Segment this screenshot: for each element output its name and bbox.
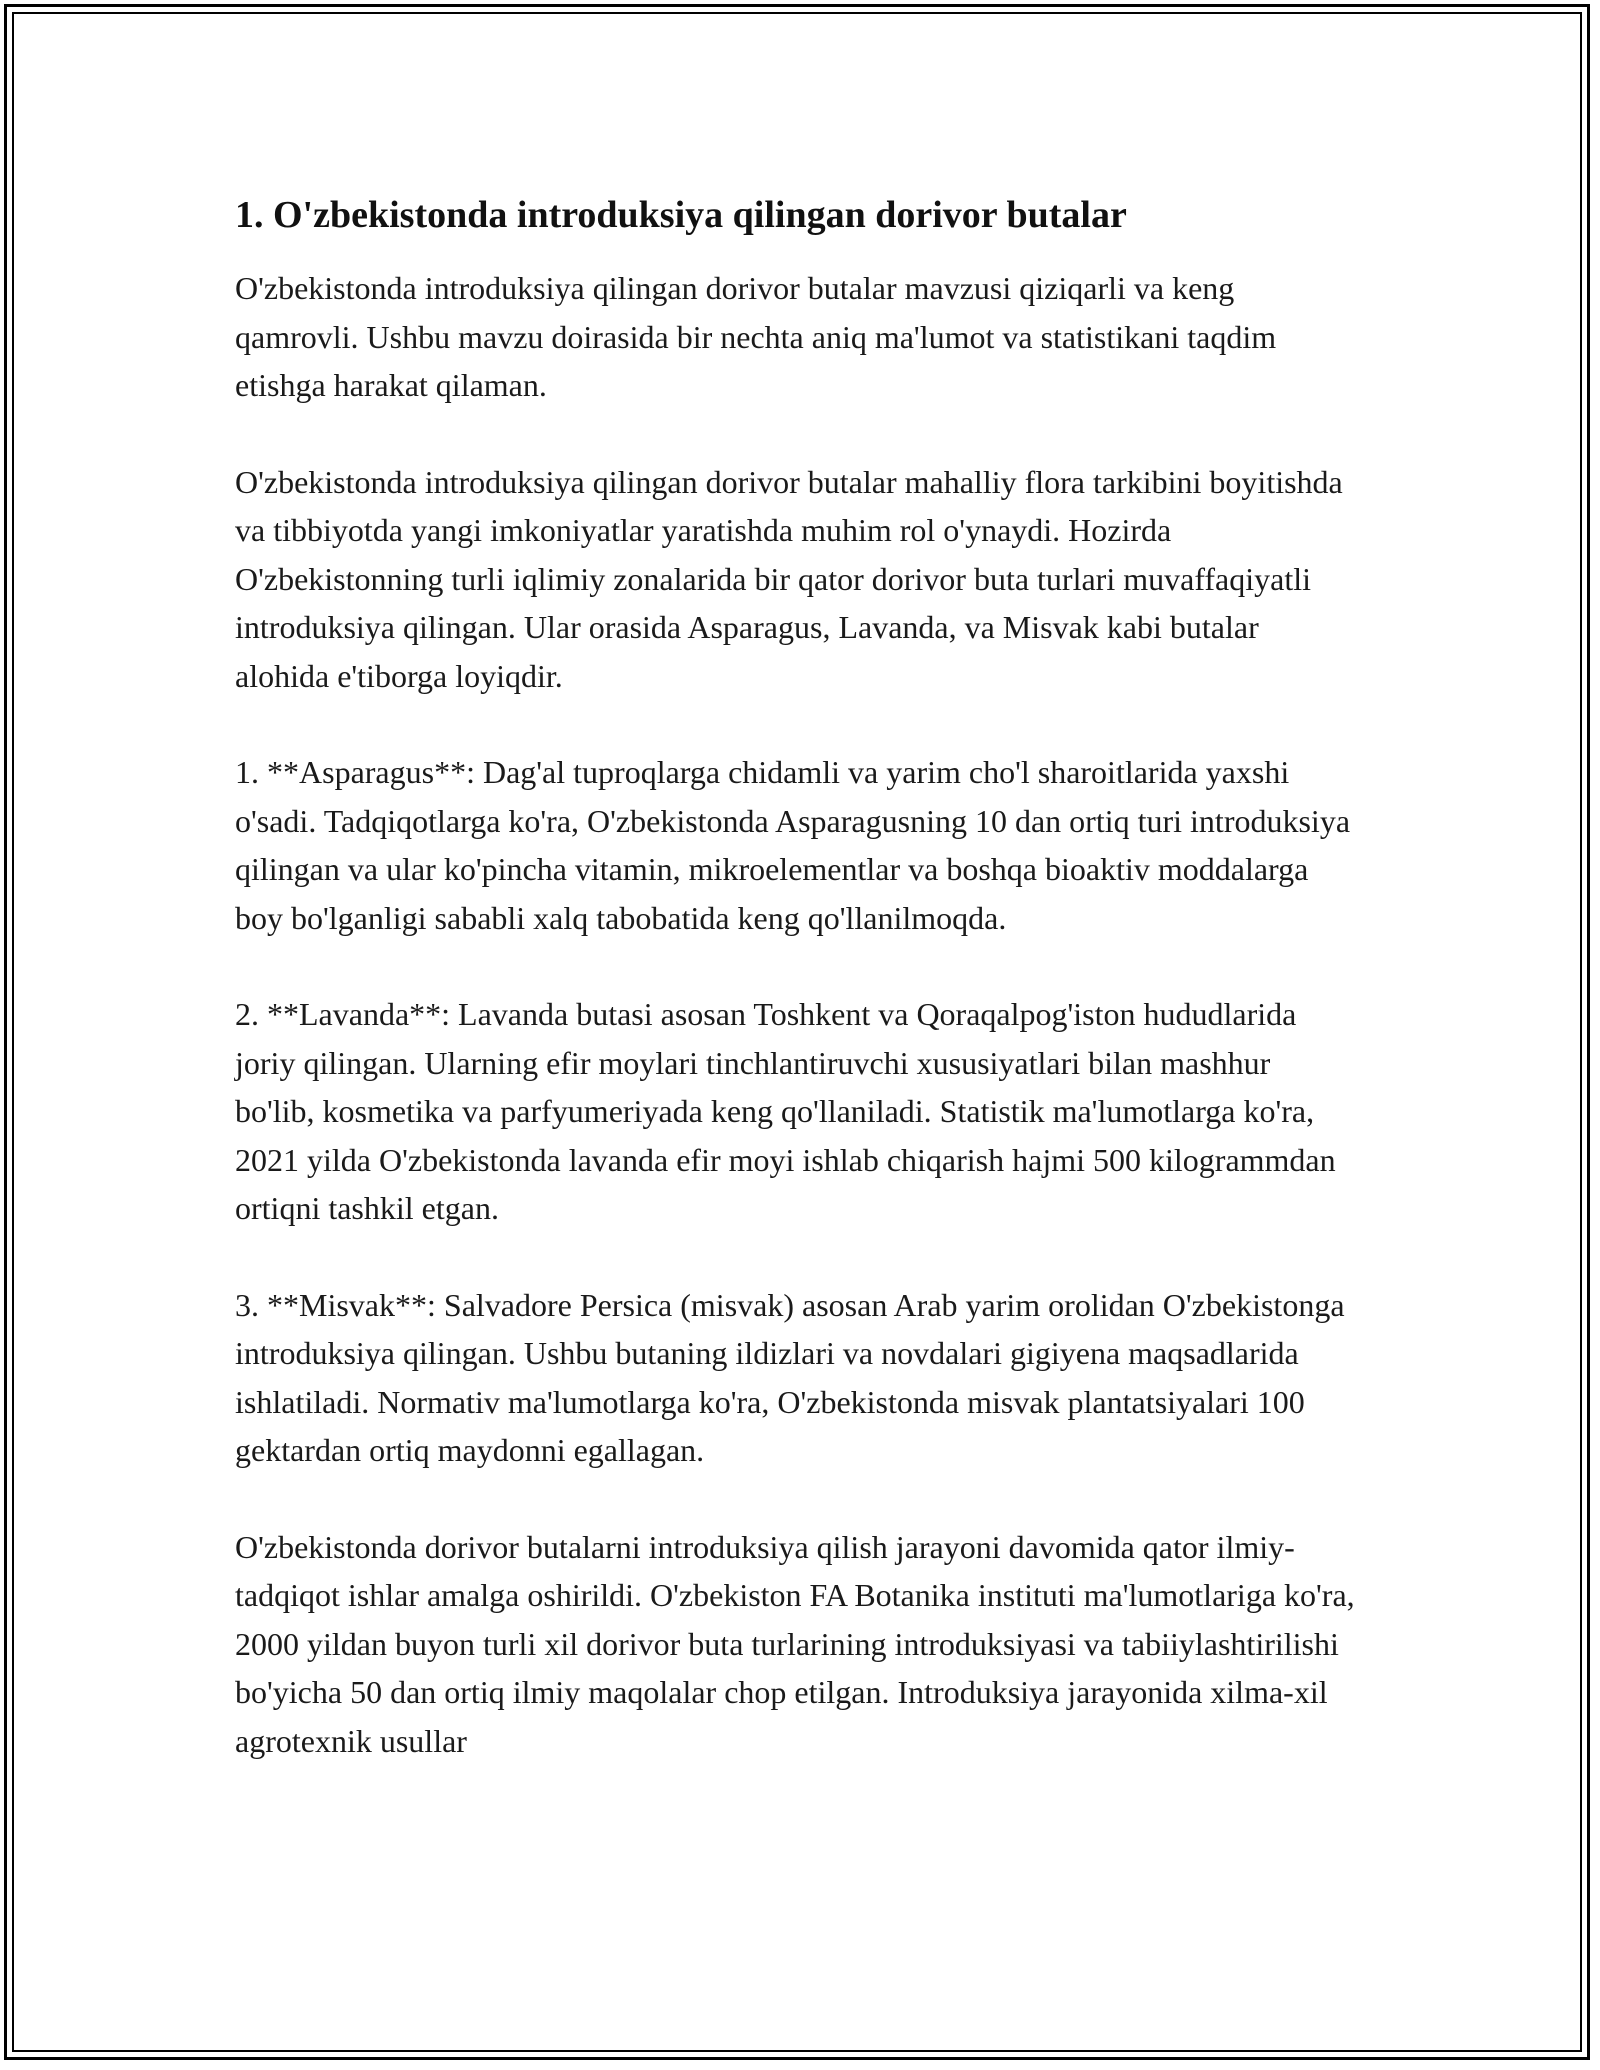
paragraph-overview: O'zbekistonda introduksiya qilingan dorivor butalar mahalliy flora tarkibini boyitishda va tibbiyotda yangi imkoniyatlar yaratishda muhim rol o'ynaydi. Hozirda O'zbekistonning turli iqlimiy zonalarida bir qator dorivor buta turlari muvaffaqiyatli introduksiya qilingan. Ular orasida Asparagus, Lavanda, va Misvak kabi butalar alohida e'tiborga loyiqdir. <box>235 463 1343 694</box>
paragraph-intro: O'zbekistonda introduksiya qilingan dorivor butalar mavzusi qiziqarli va keng qamrovli. Ushbu mavzu doirasida bir nechta aniq ma'lumot va statistikani taqdim etishga harakat qilaman. <box>235 270 1277 403</box>
document-body <box>235 188 1355 1813</box>
paragraph-lavanda: 2. **Lavanda**: Lavanda butasi asosan Toshkent va Qoraqalpog'iston hududlarida joriy qilingan. Ularning efir moylari tinchlantiruvchi xususiyatlari bilan mashhur bo'lib, kosmetika va parfyumeriyada keng qo'llaniladi. Statistik ma'lumotlarga ko'ra, 2021 yilda O'zbekistonda lavanda efir moyi ishlab chiqarish hajmi 500 kilogrammdan ortiqni tashkil etgan. <box>235 996 1336 1226</box>
section-heading: 1. O'zbekistonda introduksiya qilingan dorivor butalar <box>235 194 1127 236</box>
paragraph-asparagus: 1. **Asparagus**: Dag'al tuproqlarga chidamli va yarim cho'l sharoitlarida yaxshi o'sadi. Tadqiqotlarga ko'ra, O'zbekistonda Asparagusning 10 dan ortiq turi introduksiya qilingan va ular ko'pincha vitamin, mikroelementlar va boshqa bioaktiv moddalarga boy bo'lganligi sababli xalq tabobatida keng qo'llanilmoqda. <box>235 754 1351 936</box>
paragraph-misvak: 3. **Misvak**: Salvadore Persica (misvak) asosan Arab yarim orolidan O'zbekistonga introduksiya qilingan. Ushbu butaning ildizlari va novdalari gigiyena maqsadlarida ishlatiladi. Normativ ma'lumotlarga ko'ra, O'zbekistonda misvak plantatsiyalari 100 gektardan ortiq maydonni egallagan. <box>235 1286 1345 1468</box>
paragraph-research: O'zbekistonda dorivor butalarni introduksiya qilish jarayoni davomida qator ilmiy-tadqiqot ishlar amalga oshirildi. O'zbekiston FA Botanika instituti ma'lumotlariga ko'ra, 2000 yildan buyon turli xil dorivor buta turlarining introduksiyasi va tabiiylashtirilishi bo'yicha 50 dan ortiq ilmiy maqolalar chop etilgan. Introduksiya jarayonida xilma-xil agrotexnik usullar <box>235 1528 1355 1759</box>
